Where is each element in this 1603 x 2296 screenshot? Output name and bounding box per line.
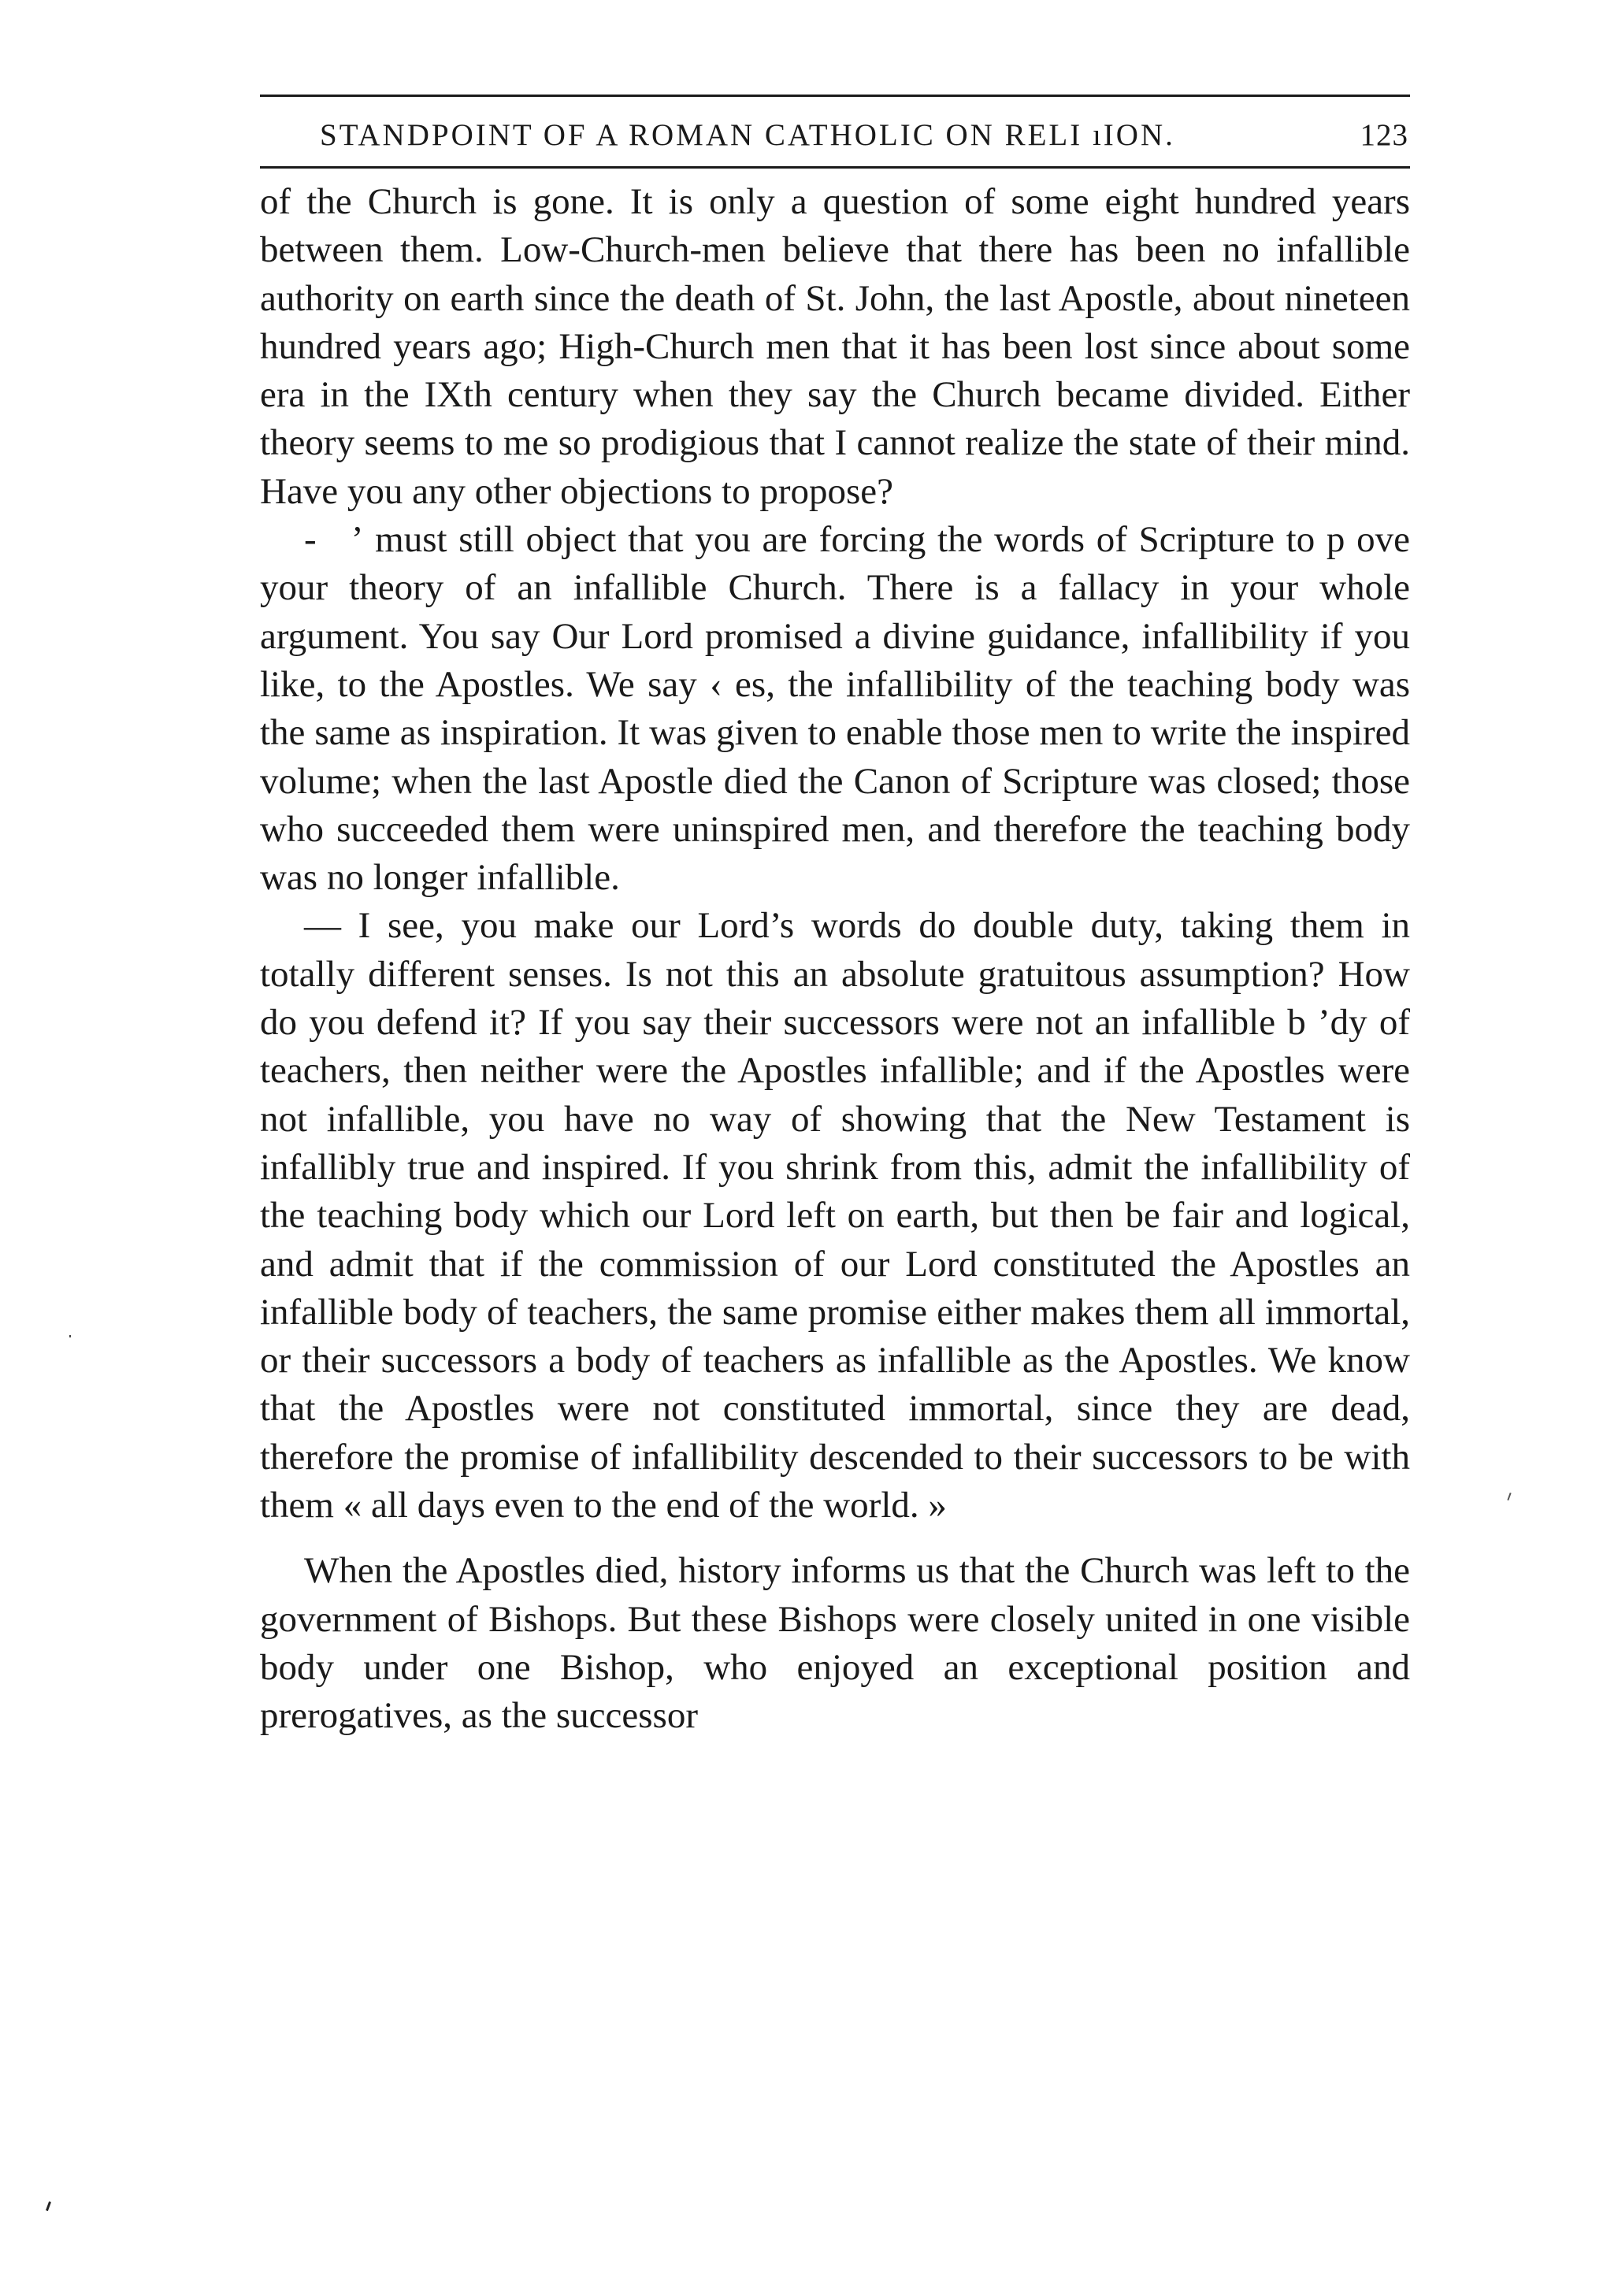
header-bottom-rule (260, 166, 1410, 169)
header-top-rule (260, 95, 1410, 97)
page-number: 123 (1360, 118, 1408, 152)
book-page (260, 95, 1410, 1741)
scan-speck (46, 2201, 51, 2211)
scan-speck (69, 1335, 71, 1337)
page-body (260, 178, 1410, 1741)
paragraph-objection: - ʼ must still object that you are forcing the words of Scripture to p ove your theory of an infallible Church. There is a fallacy in your whole argument. You say Our Lord promised a divine guidance, infallibility if you like, to the Apostles. We say ‹ es, the infallibility of the teaching body was the same as inspiration. It was given to enable those men to write the inspired volume; when the last Apostle died the Canon of Scripture was closed; those who succeeded them were uninspired men, and therefore the teaching body was no longer infallible. (260, 519, 1410, 899)
running-title: STANDPOINT OF A ROMAN CATHOLIC ON RELI ıION. (320, 118, 1175, 152)
paragraph-continued: of the Church is gone. It is only a question of some eight hundred years between them. Low-Church-men believe that there has been no infallible authority on earth since the death of St. John, the last Apostle, about nineteen hundred years ago; High-Church men that it has been lost since about some era in the IXth century when they say the Church became divided. Either theory seems to me so prodigious that I cannot realize the state of their mind. Have you any other objections to propose? (260, 181, 1410, 512)
paragraph-reply: — I see, you make our Lord’s words do double duty, taking them in totally different senses. Is not this an absolute gratuitous assumption? How do you defend it? If you say their successors were not an infallible b ’dy of teachers, then neither were the Apostles infallible; and if the Apostles were not infallible, you have no way of showing that the New Testament is infallibly true and inspired. If you shrink from this, admit the infallibility of the teaching body which our Lord left on earth, but then be fair and logical, and admit that if the commission of our Lord constituted the Apostles an infallible body of teachers, the same promise either makes them all immortal, or their successors a body of teachers as infallible as the Apostles. We know that the Apostles were not constituted immortal, since they are dead, therefore the promise of infallibility descended to their successors to be with them « all days even to the end of the world. » (260, 905, 1410, 1526)
running-header (260, 117, 1410, 154)
scan-speck (1507, 1493, 1511, 1500)
paragraph-history: When the Apostles died, history informs us that the Church was left to the government of Bishops. But these Bishops were closely united in one visible body under one Bishop, who enjoyed an exceptional position and prerogatives, as the successor (260, 1550, 1410, 1737)
